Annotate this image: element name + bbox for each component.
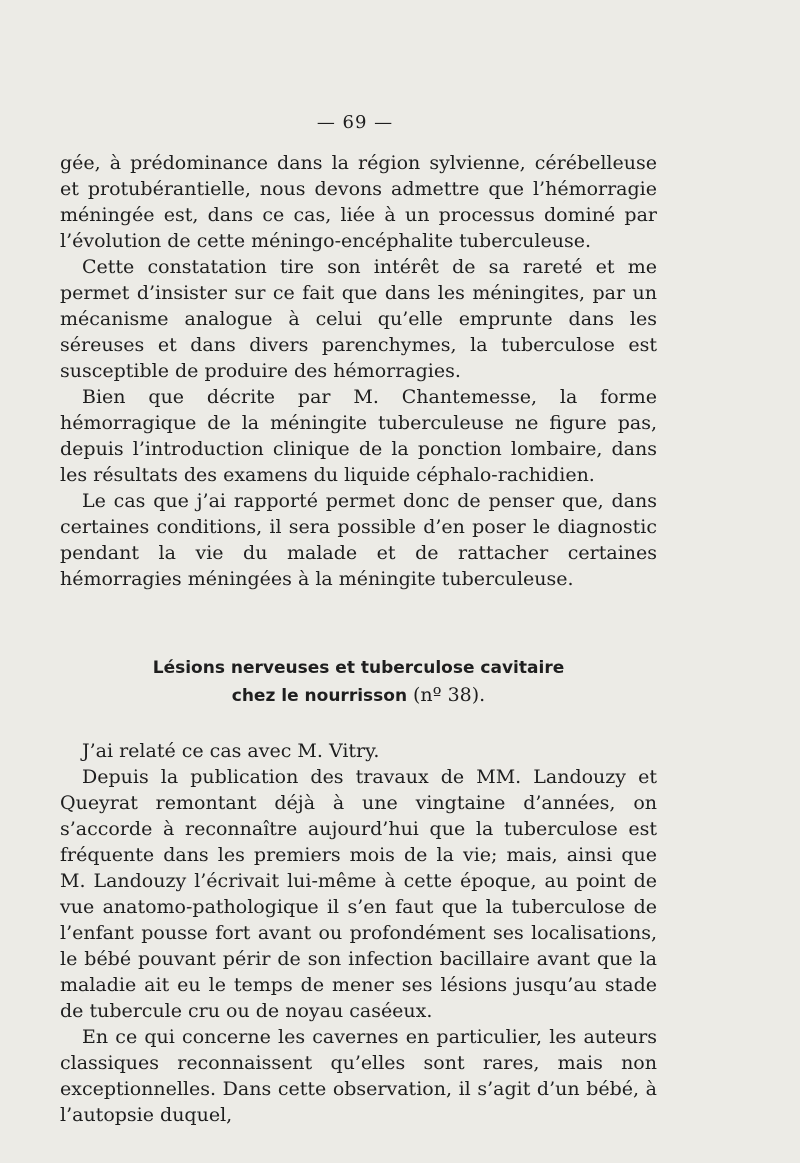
heading-line-2-text: chez le nourrisson (231, 686, 408, 706)
body-section-1 (60, 150, 657, 592)
heading-line-2 (60, 682, 657, 710)
paragraph: Le cas que j’ai rapporté permet donc de penser que, dans certaines conditions, il sera possible d’en poser le diagnostic pendant la vie du malade et de rattacher certaines hémorragies méningées à la méningite tuberculeuse. (60, 490, 657, 590)
section-heading (60, 655, 657, 710)
heading-line-1: Lésions nerveuses et tuberculose cavitaire (152, 658, 565, 678)
observation-reference: (nº 38). (412, 684, 486, 706)
paragraph: Cette constatation tire son intérêt de sa rareté et me permet d’insister sur ce fait que dans les méningites, par un mécanisme analogue à celui qu’elle emprunte dans les séreuses et dans divers parenchymes, la tuberculose est susceptible de produire des hémorragies. (60, 256, 657, 382)
paragraph: En ce qui concerne les cavernes en particulier, les auteurs classiques reconnaissent qu’elles sont rares, mais non exceptionnelles. Dans cette observation, il s’agit d’un bébé, à l’autopsie duquel, (60, 1026, 657, 1126)
paragraph: Bien que décrite par M. Chantemesse, la forme hémorragique de la méningite tuberculeuse ne figure pas, depuis l’introduction clinique de la ponction lombaire, dans les résultats des examens du liquide céphalo-rachidien. (60, 386, 657, 486)
body-section-2 (60, 738, 657, 1128)
page-number: — 69 — (316, 112, 394, 133)
paragraph: Depuis la publication des travaux de MM. Landouzy et Queyrat remontant déjà à une vingtaine d’années, on s’accorde à reconnaître aujourd’hui que la tuberculose est fréquente dans les premiers mois de la vie; mais, ainsi que M. Landouzy l’écrivait lui-même à cette époque, au point de vue anatomo-pathologique il s’en faut que la tuberculose de l’enfant pousse fort avant ou profondément ses localisations, le bébé pouvant périr de son infection bacillaire avant que la maladie ait eu le temps de mener ses lésions jusqu’au stade de tubercule cru ou de noyau caséeux. (60, 766, 657, 1022)
paragraph-continuation: gée, à prédominance dans la région sylvienne, cérébelleuse et protubérantielle, nous devons admettre que l’hémorragie méningée est, dans ce cas, liée à un processus dominé par l’évolution de cette méningo-encéphalite tuberculeuse. (60, 152, 657, 252)
paragraph: J’ai relaté ce cas avec M. Vitry. (82, 740, 380, 762)
